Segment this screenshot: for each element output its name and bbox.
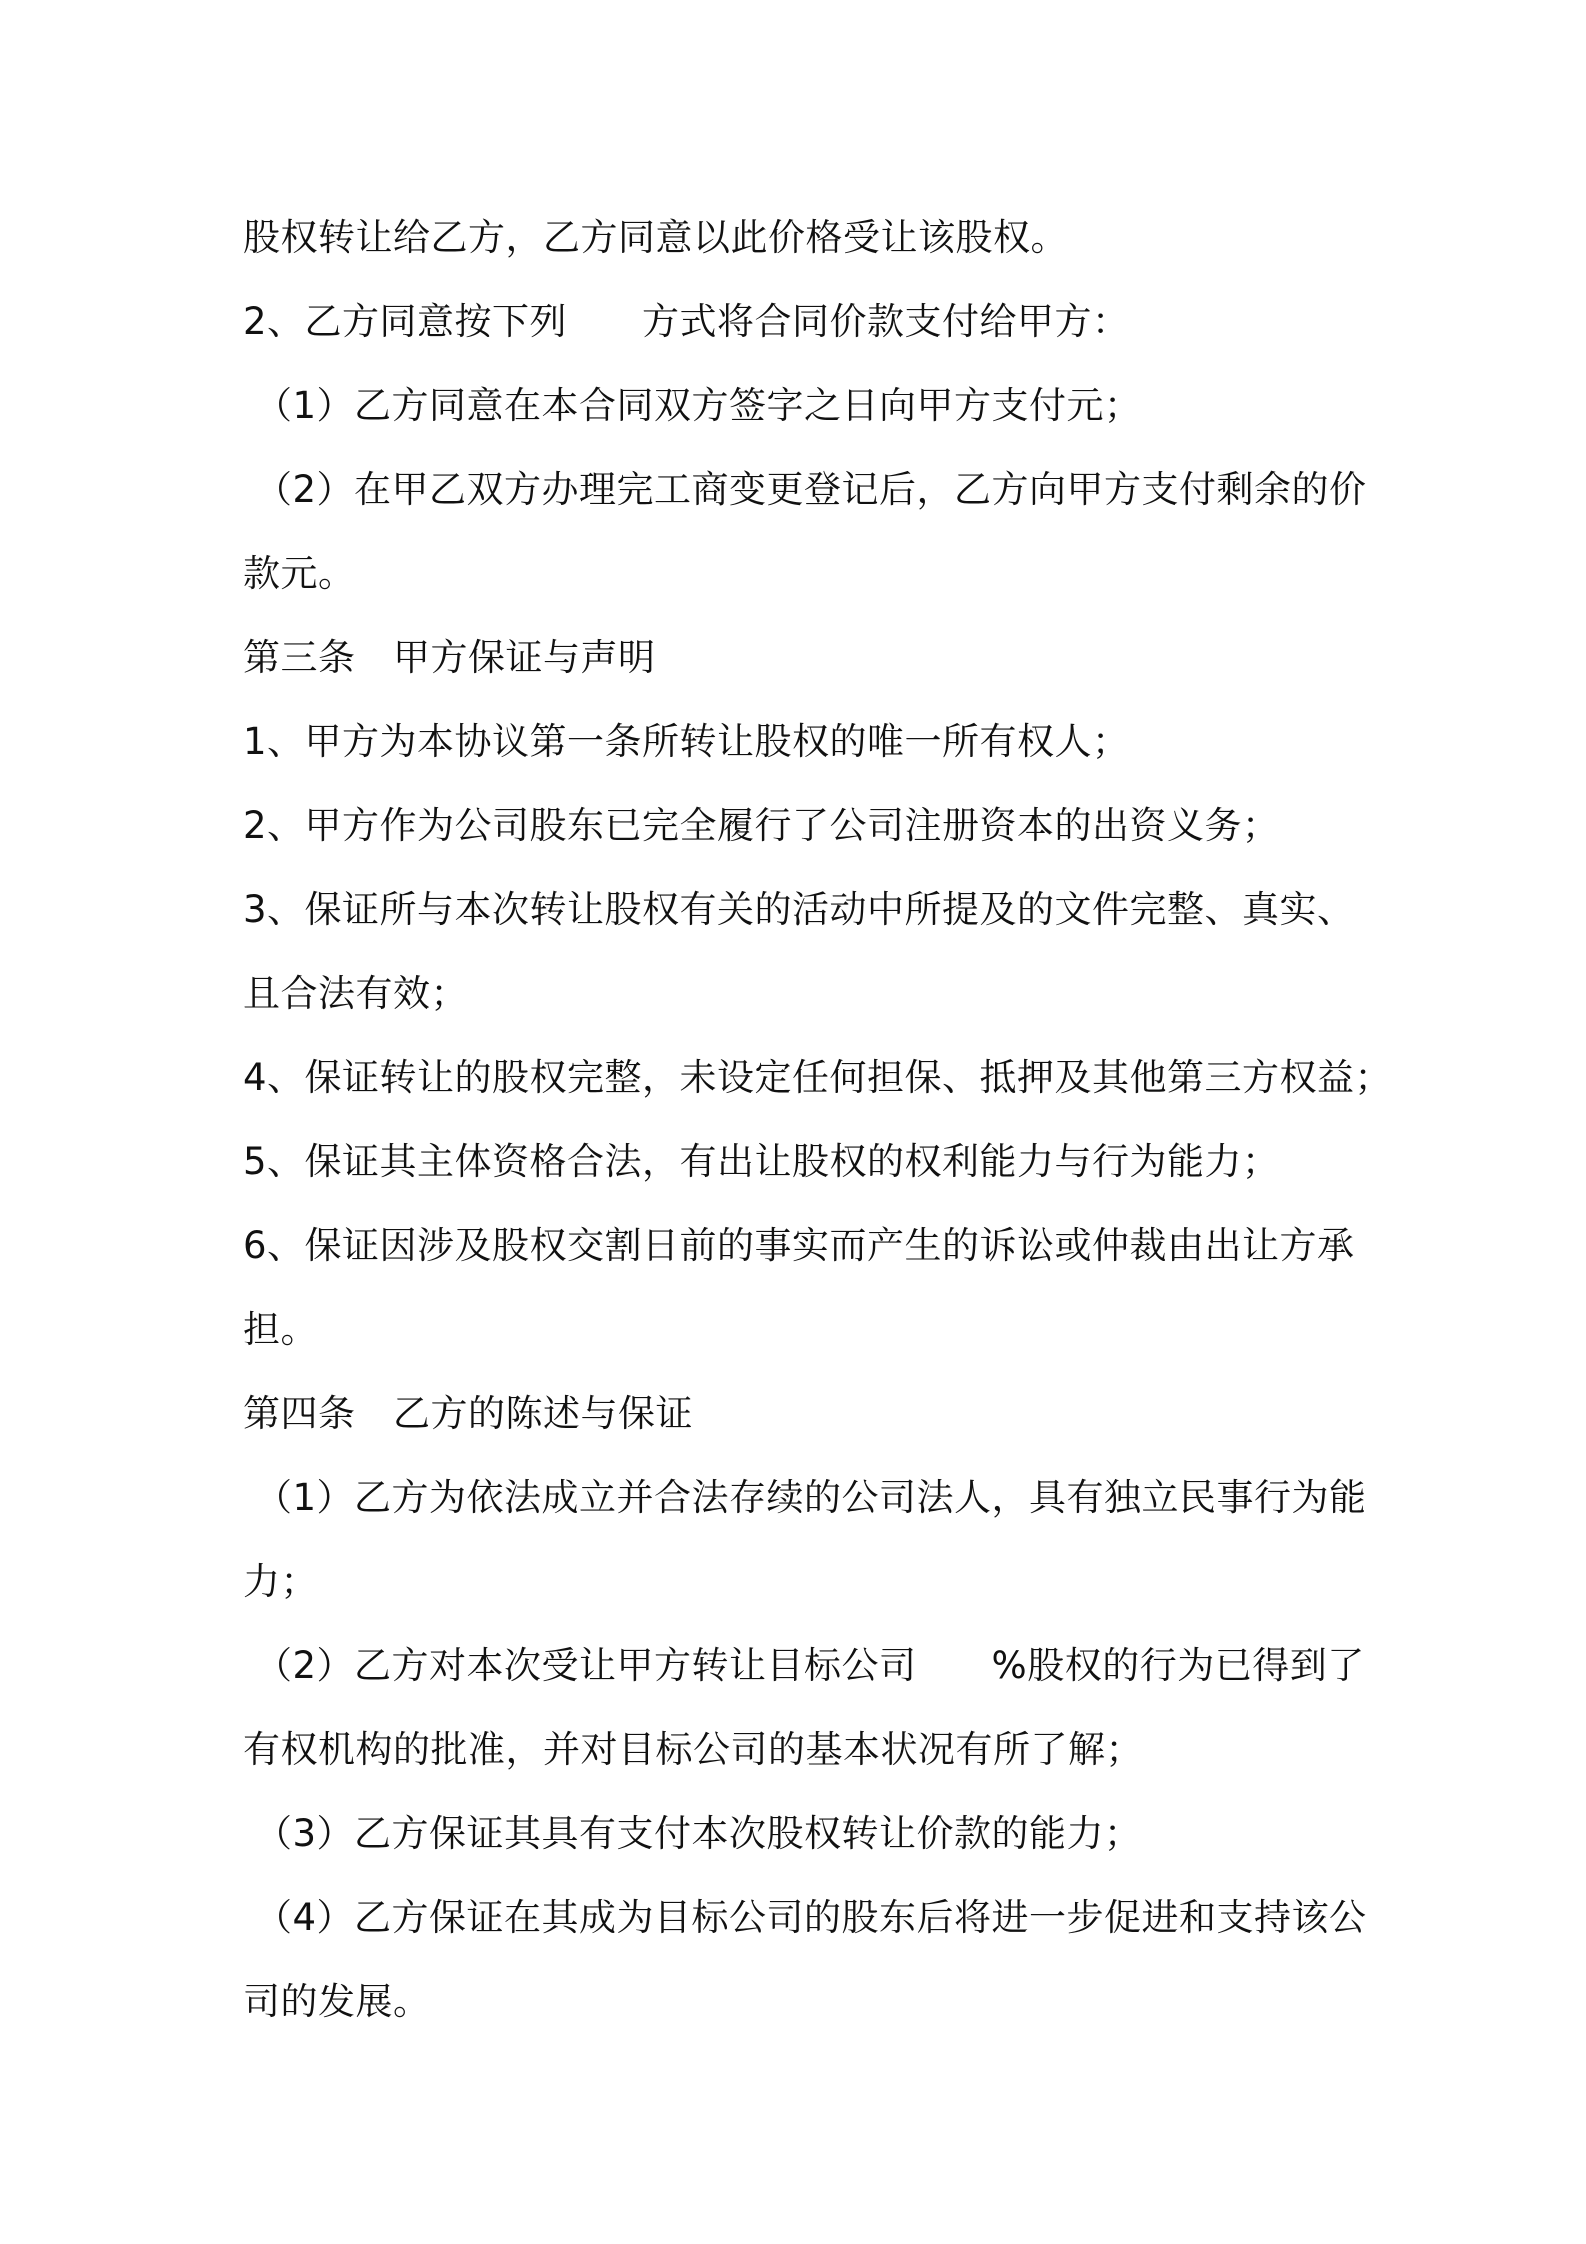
document-body	[243, 196, 1393, 2044]
paragraph-line-22: 司的发展。	[243, 1980, 431, 2023]
paragraph-line-1: 股权转让给乙方，乙方同意以此价格受让该股权。	[243, 216, 1068, 259]
paragraph-line-9: 3、保证所与本次转让股权有关的活动中所提及的文件完整、真实、	[243, 888, 1355, 931]
paragraph-line-17: 力；	[243, 1560, 318, 1603]
paragraph-line-5: 款元。	[243, 552, 356, 595]
paragraph-line-3: （1）乙方同意在本合同双方签字之日向甲方支付元；	[255, 384, 1142, 427]
paragraph-line-20: （3）乙方保证其具有支付本次股权转让价款的能力；	[255, 1812, 1142, 1855]
paragraph-line-10: 且合法有效；	[243, 972, 468, 1015]
paragraph-line-14: 担。	[243, 1308, 318, 1351]
paragraph-line-19: 有权机构的批准，并对目标公司的基本状况有所了解；	[243, 1728, 1143, 1771]
paragraph-line-13: 6、保证因涉及股权交割日前的事实而产生的诉讼或仲裁由出让方承	[243, 1224, 1355, 1267]
paragraph-line-11: 4、保证转让的股权完整，未设定任何担保、抵押及其他第三方权益；	[243, 1056, 1393, 1099]
paragraph-line-18: （2）乙方对本次受让甲方转让目标公司 %股权的行为已得到了	[255, 1644, 1365, 1687]
section-heading-article-4: 第四条 乙方的陈述与保证	[243, 1392, 693, 1435]
paragraph-line-4: （2）在甲乙双方办理完工商变更登记后，乙方向甲方支付剩余的价	[255, 468, 1367, 511]
paragraph-line-8: 2、甲方作为公司股东已完全履行了公司注册资本的出资义务；	[243, 804, 1280, 847]
paragraph-line-16: （1）乙方为依法成立并合法存续的公司法人，具有独立民事行为能	[255, 1476, 1367, 1519]
paragraph-line-7: 1、甲方为本协议第一条所转让股权的唯一所有权人；	[243, 720, 1130, 763]
paragraph-line-12: 5、保证其主体资格合法，有出让股权的权利能力与行为能力；	[243, 1140, 1280, 1183]
paragraph-line-21: （4）乙方保证在其成为目标公司的股东后将进一步促进和支持该公	[255, 1896, 1367, 1939]
section-heading-article-3: 第三条 甲方保证与声明	[243, 636, 656, 679]
paragraph-line-2: 2、乙方同意按下列 方式将合同价款支付给甲方：	[243, 300, 1130, 343]
